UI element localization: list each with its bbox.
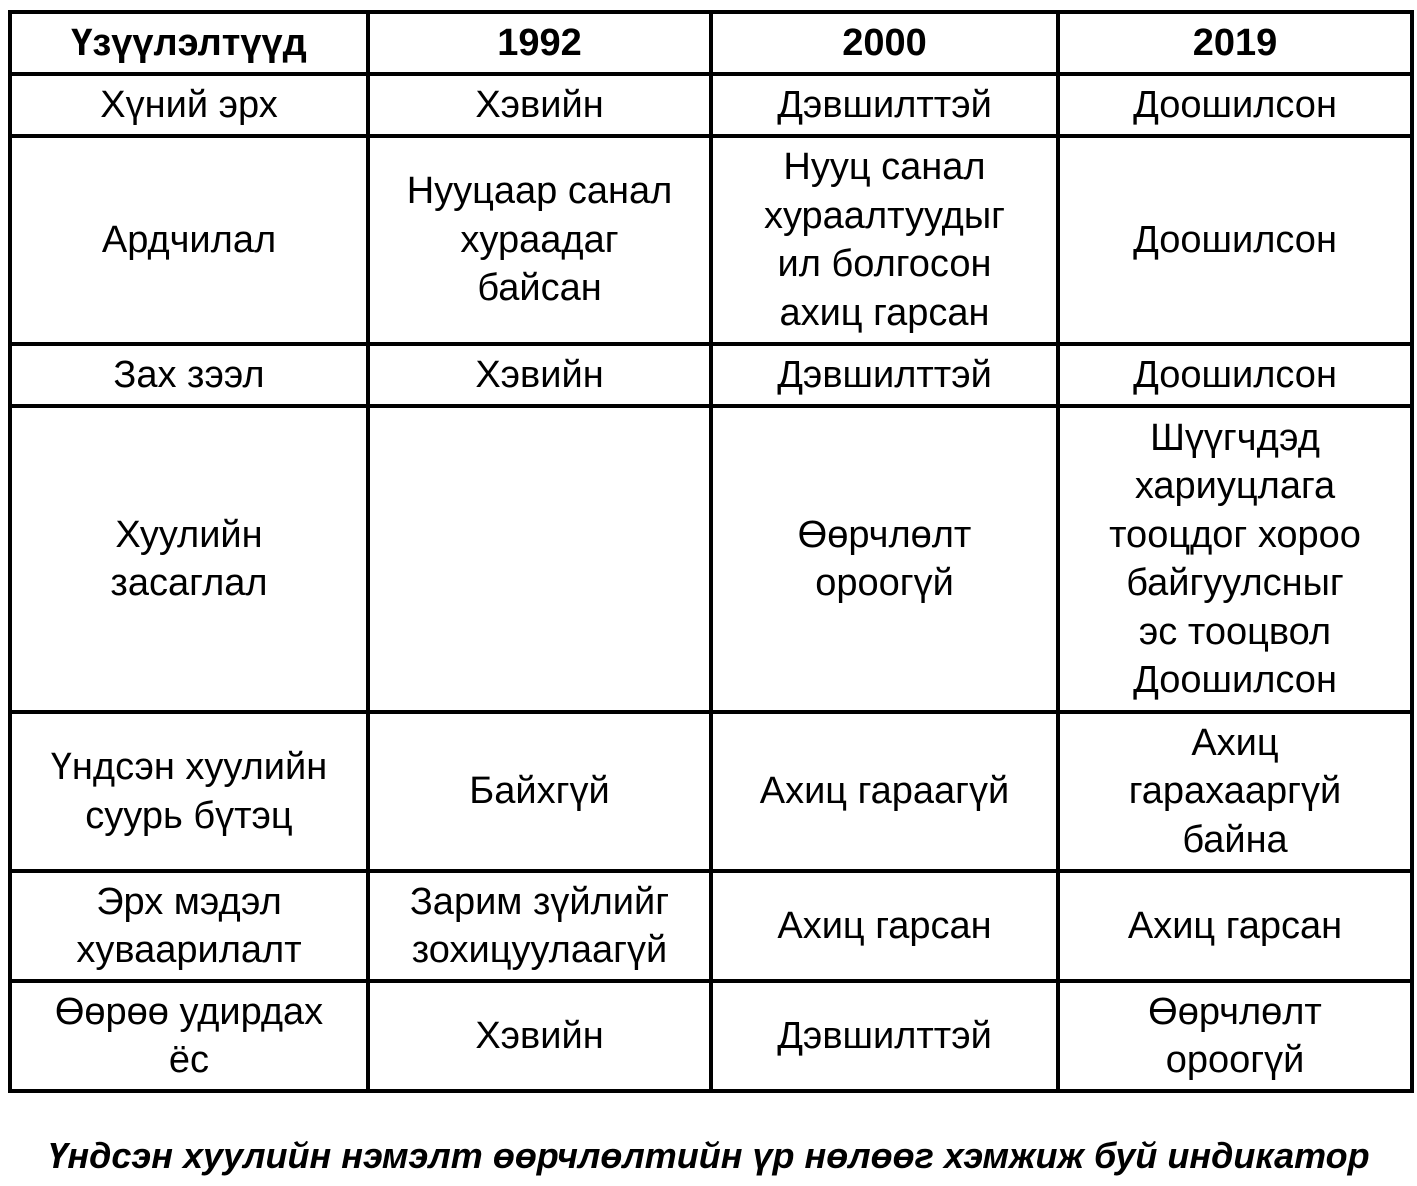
cell-2000: Ахиц гараагүй — [711, 712, 1058, 871]
header-year-2019: 2019 — [1058, 12, 1412, 74]
table-row-self-government — [10, 981, 1412, 1091]
table-row-market — [10, 344, 1412, 406]
cell-2019: Доошилсон — [1058, 74, 1412, 136]
row-label: Ардчилал — [10, 136, 368, 344]
cell-2000: Дэвшилттэй — [711, 74, 1058, 136]
cell-1992: Хэвийн — [368, 344, 711, 406]
table-row-human-rights — [10, 74, 1412, 136]
cell-2000: Дэвшилттэй — [711, 981, 1058, 1091]
cell-2019: Ахиц гарахааргүй байна — [1058, 712, 1412, 871]
table-row-rule-of-law — [10, 406, 1412, 712]
cell-2019: Доошилсон — [1058, 344, 1412, 406]
row-label: Эрх мэдэл хуваарилалт — [10, 871, 368, 981]
cell-1992: Хэвийн — [368, 981, 711, 1091]
cell-2019: Ахиц гарсан — [1058, 871, 1412, 981]
cell-2019: Шүүгчдэд хариуцлага тооцдог хороо байгуулсныг эс тооцвол Доошилсон — [1058, 406, 1412, 712]
header-indicators: Үзүүлэлтүүд — [10, 12, 368, 74]
row-label: Хүний эрх — [10, 74, 368, 136]
cell-1992: Байхгүй — [368, 712, 711, 871]
table-header-row — [10, 12, 1412, 74]
cell-1992: Хэвийн — [368, 74, 711, 136]
row-label: Хуулийн засаглал — [10, 406, 368, 712]
table-row-separation-of-powers — [10, 871, 1412, 981]
row-label: Үндсэн хуулийн суурь бүтэц — [10, 712, 368, 871]
row-label: Зах зээл — [10, 344, 368, 406]
cell-2000: Дэвшилттэй — [711, 344, 1058, 406]
cell-2000: Өөрчлөлт ороогүй — [711, 406, 1058, 712]
header-year-1992: 1992 — [368, 12, 711, 74]
table-caption: Үндсэн хуулийн нэмэлт өөрчлөлтийн үр нөлөөг хэмжиж буй индикатор — [47, 1135, 1370, 1176]
indicator-table-container — [8, 10, 1410, 1093]
cell-2019: Доошилсон — [1058, 136, 1412, 344]
cell-1992: Зарим зүйлийг зохицуулаагүй — [368, 871, 711, 981]
cell-1992: Нууцаар санал хураадаг байсан — [368, 136, 711, 344]
cell-1992 — [368, 406, 711, 712]
table-row-democracy — [10, 136, 1412, 344]
table-row-constitutional-structure — [10, 712, 1412, 871]
cell-2000: Нууц санал хураалтуудыг ил болгосон ахиц гарсан — [711, 136, 1058, 344]
header-year-2000: 2000 — [711, 12, 1058, 74]
row-label: Өөрөө удирдах ёс — [10, 981, 368, 1091]
cell-2000: Ахиц гарсан — [711, 871, 1058, 981]
indicator-table — [8, 10, 1414, 1093]
cell-2019: Өөрчлөлт ороогүй — [1058, 981, 1412, 1091]
